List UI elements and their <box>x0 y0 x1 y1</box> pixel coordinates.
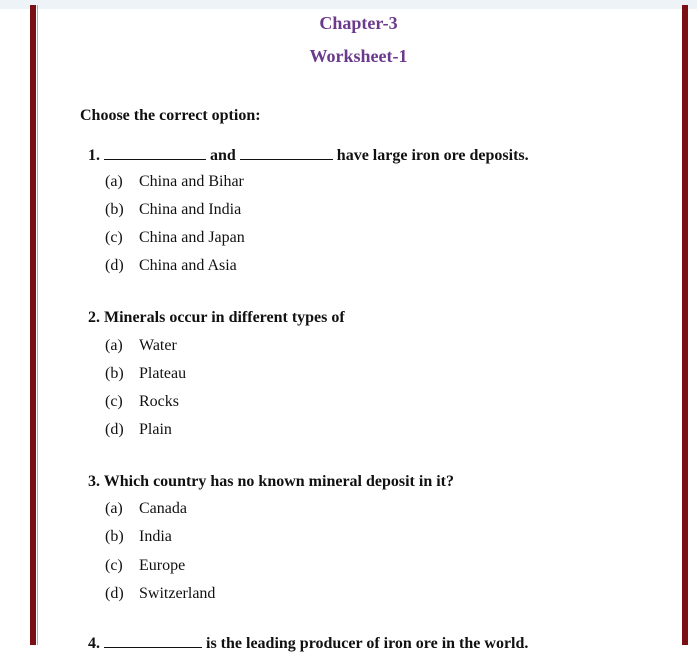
option-text: Europe <box>139 557 186 574</box>
option-text: Plain <box>139 421 172 438</box>
option-label: (a) <box>105 337 123 354</box>
option-text: China and India <box>139 201 242 218</box>
option-text: China and Bihar <box>139 173 244 190</box>
option-item <box>105 201 241 219</box>
question-3 <box>88 473 454 491</box>
option-label: (d) <box>105 421 124 438</box>
option-label: (d) <box>105 257 124 274</box>
option-item <box>105 229 245 247</box>
option-text: Switzerland <box>139 585 216 602</box>
option-label: (b) <box>105 365 124 382</box>
question-text: Which country has no known mineral deposit in it? <box>103 473 454 490</box>
option-text: China and Asia <box>139 257 237 274</box>
option-item <box>105 173 244 191</box>
page-border-left <box>30 5 36 645</box>
option-item <box>105 585 215 603</box>
question-4 <box>88 633 528 653</box>
instruction-text: Choose the correct option: <box>80 107 261 124</box>
option-text: Canada <box>139 500 187 517</box>
option-text: India <box>139 528 172 545</box>
option-item <box>105 421 172 439</box>
question-1 <box>88 145 529 165</box>
option-label: (c) <box>105 557 123 574</box>
question-2 <box>88 309 345 327</box>
answer-blank <box>104 145 206 160</box>
option-label: (a) <box>105 173 123 190</box>
question-number: 2. <box>88 309 100 326</box>
question-number: 1. <box>88 147 100 164</box>
option-text: Water <box>139 337 177 354</box>
option-text: China and Japan <box>139 229 245 246</box>
question-text: Minerals occur in different types of <box>104 309 345 326</box>
option-text: Rocks <box>139 393 179 410</box>
worksheet-page <box>0 9 697 645</box>
option-item <box>105 337 177 355</box>
option-item <box>105 365 186 383</box>
question-text: and <box>210 147 236 164</box>
question-text: have large iron ore deposits. <box>336 147 529 164</box>
answer-blank <box>104 633 202 648</box>
option-label: (c) <box>105 393 123 410</box>
option-item <box>105 500 187 518</box>
option-label: (a) <box>105 500 123 517</box>
option-label: (d) <box>105 585 124 602</box>
option-label: (c) <box>105 229 123 246</box>
option-item <box>105 528 172 546</box>
answer-blank <box>240 145 333 160</box>
option-item <box>105 393 179 411</box>
option-label: (b) <box>105 528 124 545</box>
option-item <box>105 557 185 575</box>
option-label: (b) <box>105 201 124 218</box>
option-item <box>105 257 237 275</box>
page-border-right <box>682 5 688 645</box>
chapter-title: Chapter-3 <box>319 13 398 33</box>
option-text: Plateau <box>139 365 187 382</box>
question-text: is the leading producer of iron ore in the world. <box>206 635 529 652</box>
question-number: 4. <box>88 635 100 652</box>
worksheet-title: Worksheet-1 <box>309 46 408 66</box>
question-number: 3. <box>88 473 100 490</box>
page-border-left-inner <box>37 5 38 645</box>
